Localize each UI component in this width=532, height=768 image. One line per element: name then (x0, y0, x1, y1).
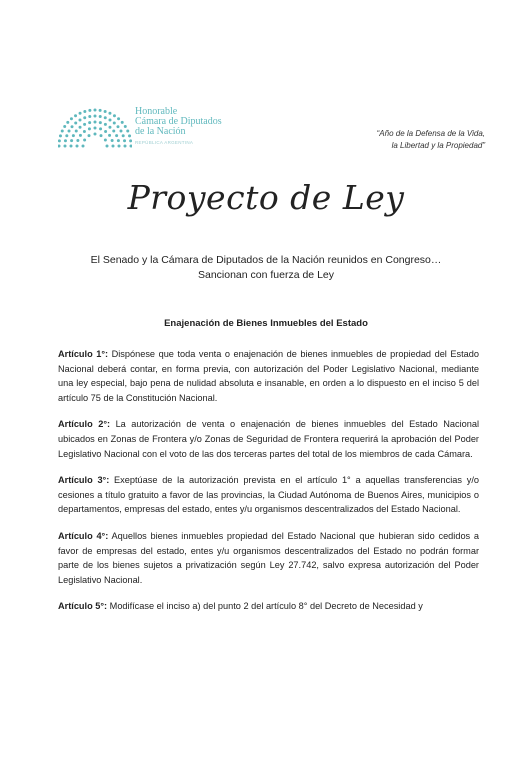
logo-dot (109, 119, 112, 122)
article-3 (58, 473, 479, 517)
logo-dot (113, 114, 116, 117)
logo-dot (75, 130, 78, 133)
enactment-line-2: Sancionan con fuerza de Ley (197, 269, 334, 281)
logo-dot (121, 121, 124, 124)
logo-dot (61, 130, 64, 133)
logo-dot (94, 127, 97, 130)
logo-dot (108, 126, 111, 129)
logo-dot (64, 145, 67, 148)
article-label: Artículo 3°: (58, 475, 110, 486)
logo-dot (83, 139, 86, 142)
article-text: Aquellos bienes inmuebles propiedad del Estado Nacional que hubieran sido cedidos a favor de empresas del estado, entes y/u organismos descentralizados del Estado no podrán formar parte de los bienes sujetos a privatización según Ley 27.742, salvo expresa autorización del Poder Legislativo Nacional. (58, 530, 479, 585)
article-5 (58, 599, 479, 614)
logo-dot (99, 109, 102, 112)
logo-dot (104, 110, 107, 113)
logo-dot (117, 117, 120, 120)
logo-dot (112, 130, 115, 133)
logo-dot (115, 134, 118, 137)
logo-dot (76, 145, 79, 148)
article-label: Artículo 5°: (58, 601, 108, 612)
logo-text (135, 107, 222, 148)
article-4 (58, 529, 479, 587)
logo-dot (65, 134, 68, 137)
motto-line-1: “Año de la Defensa de la Vida, (376, 129, 485, 138)
logo-dot (83, 123, 86, 126)
logo-dot (79, 112, 82, 115)
logo-dot (124, 145, 127, 148)
logo-line-2: Cámara de Diputados (135, 116, 222, 127)
logo-dot (104, 123, 107, 126)
logo-dot (108, 112, 111, 115)
document-title: Proyecto de Ley (127, 178, 405, 217)
logo-dot (64, 139, 67, 142)
logo-dot (70, 117, 73, 120)
logo-dot (83, 116, 86, 119)
logo-line-3: de la Nación (135, 126, 186, 137)
logo-dot (99, 115, 102, 118)
logo-dot (88, 121, 91, 124)
article-text: Modifícase el inciso a) del punto 2 del artículo 8° del Decreto de Necesidad y (107, 601, 423, 612)
articles-list (58, 347, 479, 626)
logo-dot (70, 145, 73, 148)
law-title: Enajenación de Bienes Inmuebles del Estado (164, 318, 368, 329)
year-motto (377, 128, 485, 152)
logo-dot (112, 145, 115, 148)
logo-dot (74, 114, 77, 117)
logo-dot (128, 134, 131, 137)
article-1 (58, 347, 479, 405)
logo-dot (111, 139, 114, 142)
logo-dot (88, 127, 91, 130)
logo-dot (83, 110, 86, 113)
logo-dot (94, 121, 97, 124)
logo-dot (66, 121, 69, 124)
logo-dot (88, 134, 91, 137)
logo-dot (118, 145, 121, 148)
logo-dot (106, 145, 109, 148)
logo-dot (113, 122, 116, 125)
enactment-formula (40, 253, 492, 283)
article-label: Artículo 1°: (58, 349, 109, 359)
logo-line-1: Honorable (135, 106, 178, 117)
logo-dot (104, 116, 107, 119)
logo-dot (104, 139, 107, 142)
logo-dot (83, 130, 86, 133)
logo-dot (124, 125, 127, 128)
article-text: Exeptúase de la autorización prevista en el artículo 1° a aquellas transferencias y/o cesiones a título gratuito a favor de las provincias, la Ciudad Autónoma de Buenos Aires, municipios o departamentos, empresas del estado, entes y/u organismos descentralizados del Estado Nacional. (58, 475, 479, 515)
logo-dot (74, 122, 77, 125)
logo-dot (88, 115, 91, 118)
motto-line-2: la Libertad y la Propiedad” (391, 141, 485, 150)
logo-dot (100, 134, 103, 137)
logo-dot (79, 119, 82, 122)
logo-dot (59, 134, 62, 137)
logo-subtitle: REPÚBLICA ARGENTINA (135, 140, 194, 145)
logo-dot (130, 145, 133, 148)
logo-dot (122, 134, 125, 137)
logo-dot (126, 130, 129, 133)
logo-dot (116, 125, 119, 128)
logo-dot (108, 134, 111, 137)
logo-dot (129, 139, 132, 142)
logo-dot (88, 109, 91, 112)
logo-dot (99, 127, 102, 130)
logo-dot (68, 130, 71, 133)
logo-dot (71, 125, 74, 128)
logo-dot (119, 130, 122, 133)
hemicycle-icon (58, 104, 132, 148)
logo-dot (117, 139, 120, 142)
logo-dot (79, 126, 82, 129)
logo-dot (76, 139, 79, 142)
logo-dot (72, 134, 75, 137)
logo-dot (104, 130, 107, 133)
logo-dot (70, 139, 73, 142)
logo-dot (94, 115, 97, 118)
article-text: La autorización de venta o enajenación de bienes inmuebles del Estado Nacional ubicados en Zonas de Frontera y/o Zonas de Seguridad de Frontera requerirá la aprobación del Poder Legislativo Nacional con el voto de las dos terceras partes del total de los miembros de cada Cámara. (58, 419, 479, 459)
logo-dot (82, 145, 85, 148)
logo-dot (123, 139, 126, 142)
article-label: Artículo 4°: (58, 530, 109, 541)
chamber-logo (58, 104, 228, 150)
logo-dot (94, 133, 97, 136)
logo-dot (99, 121, 102, 124)
article-label: Artículo 2°: (58, 419, 111, 430)
logo-dot (58, 145, 61, 148)
logo-dot (79, 134, 82, 137)
logo-dot (58, 139, 61, 142)
enactment-line-1: El Senado y la Cámara de Diputados de la Nación reunidos en Congreso… (90, 254, 442, 266)
article-2 (58, 417, 479, 461)
logo-dot (94, 109, 97, 112)
logo-dot (63, 125, 66, 128)
article-text: Dispónese que toda venta o enajenación de bienes inmuebles de propiedad del Estado Nacional deberá contar, en forma previa, con autorización del Poder Legislativo Nacional, mediante una ley especial, bajo pena de nulidad absoluta e insanable, en orden a lo dispuesto en el inciso 5 del artículo 75 de la Constitución Nacional. (58, 349, 479, 403)
